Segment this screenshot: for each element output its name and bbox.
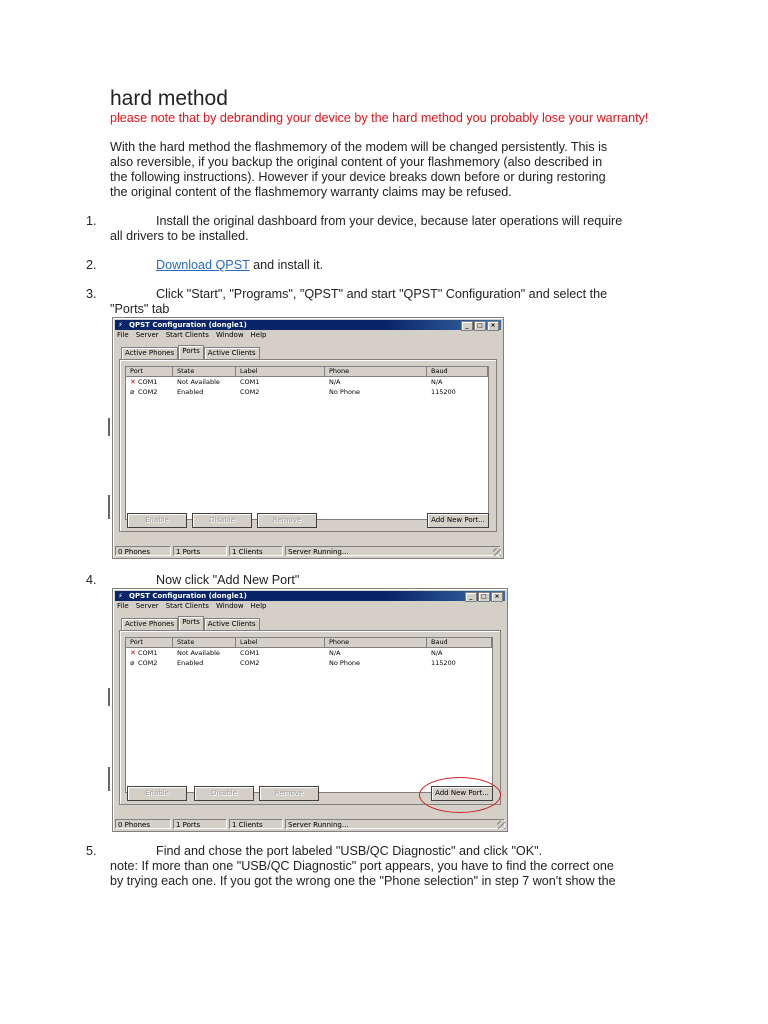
table-row[interactable] (126, 377, 488, 387)
status-bar (115, 546, 501, 556)
column-label[interactable]: Label (236, 367, 325, 376)
tab-ports[interactable]: Ports (178, 345, 204, 359)
port-cell: COM1 (138, 378, 158, 386)
qpst-window-screenshot (112, 588, 508, 832)
note-line: note: If more than one "USB/QC Diagnostic" port appears, you have to find the correct one (110, 859, 614, 873)
page-edge-mark (108, 418, 110, 436)
label-cell: COM2 (240, 388, 260, 396)
window-title: QPST Configuration (dongle1) (129, 592, 247, 600)
step-text-continued: "Ports" tab (110, 302, 170, 316)
menu-window[interactable]: Window (215, 331, 244, 339)
phone-cell: N/A (329, 649, 341, 657)
intro-line: With the hard method the flashmemory of the modem will be changed persistently. This is (110, 140, 608, 154)
menu-bar (117, 331, 267, 340)
step-text (156, 258, 323, 273)
page-edge-mark (108, 688, 110, 706)
window-titlebar (115, 320, 501, 330)
port-cell: COM1 (138, 649, 158, 657)
step-number: 4. (86, 573, 97, 587)
label-cell: COM2 (240, 659, 260, 667)
disable-button[interactable]: Disable (194, 786, 254, 801)
table-row[interactable] (126, 648, 492, 658)
column-state[interactable]: State (173, 367, 236, 376)
step-number: 3. (86, 287, 97, 301)
menu-file[interactable]: File (117, 602, 129, 610)
column-baud[interactable]: Baud (427, 367, 488, 376)
baud-cell: 115200 (431, 388, 456, 396)
status-clients: 1 Clients (229, 819, 283, 829)
state-cell: Not Available (177, 649, 220, 657)
download-qpst-link[interactable]: Download QPST (156, 258, 250, 272)
intro-line: the original content of the flashmemory warranty claims may be refused. (110, 185, 512, 199)
table-row[interactable] (126, 387, 488, 397)
column-baud[interactable]: Baud (427, 638, 492, 647)
status-server: Server Running... (285, 819, 505, 829)
maximize-button[interactable]: □ (474, 321, 486, 331)
label-cell: COM1 (240, 378, 260, 386)
step-text-continued: all drivers to be installed. (110, 229, 249, 243)
close-button[interactable]: × (487, 321, 499, 331)
state-cell: Enabled (177, 388, 204, 396)
step-text: Find and chose the port labeled "USB/QC Diagnostic" and click "OK". (156, 844, 543, 858)
state-cell: Enabled (177, 659, 204, 667)
maximize-button[interactable]: □ (478, 592, 490, 602)
port-cell: COM2 (138, 388, 158, 396)
enable-button[interactable]: Enable (127, 786, 187, 801)
qpst-app-icon: ⚡ (118, 592, 123, 600)
minimize-button[interactable]: _ (465, 592, 477, 602)
resize-grip[interactable] (493, 548, 501, 556)
list-header (126, 638, 492, 648)
step-number: 2. (86, 258, 97, 272)
disable-button[interactable]: Disable (192, 513, 252, 528)
port-enabled-icon: ⌀ (130, 388, 135, 396)
close-button[interactable]: × (491, 592, 503, 602)
port-unavailable-icon: ✕ (130, 649, 136, 657)
tab-strip (121, 618, 260, 630)
tab-active-clients[interactable]: Active Clients (204, 618, 260, 630)
status-ports: 1 Ports (173, 819, 227, 829)
status-server: Server Running... (285, 546, 501, 556)
port-button-row (127, 513, 489, 527)
ports-list (125, 366, 489, 520)
label-cell: COM1 (240, 649, 260, 657)
enable-button[interactable]: Enable (127, 513, 187, 528)
step-text-rest: and install it. (249, 258, 324, 272)
tab-active-clients[interactable]: Active Clients (204, 347, 260, 359)
tab-active-phones[interactable]: Active Phones (121, 347, 178, 359)
menu-window[interactable]: Window (215, 602, 244, 610)
menu-start-clients[interactable]: Start Clients (165, 331, 209, 339)
baud-cell: N/A (431, 378, 443, 386)
step-number: 1. (86, 214, 97, 228)
highlight-circle (419, 777, 501, 813)
phone-cell: No Phone (329, 659, 361, 667)
step-text: Click "Start", "Programs", "QPST" and start "QPST" Configuration" and select the (156, 287, 608, 301)
add-new-port-button[interactable]: Add New Port... (431, 786, 493, 801)
window-title: QPST Configuration (dongle1) (129, 321, 247, 329)
note-line: by trying each one. If you got the wrong one the "Phone selection" in step 7 won't show the (110, 874, 616, 888)
phone-cell: No Phone (329, 388, 361, 396)
status-ports: 1 Ports (173, 546, 227, 556)
remove-button[interactable]: Remove (259, 786, 319, 801)
column-port[interactable]: Port (126, 367, 173, 376)
column-port[interactable]: Port (126, 638, 173, 647)
port-enabled-icon: ⌀ (130, 659, 135, 667)
section-title: hard method (110, 87, 228, 110)
state-cell: Not Available (177, 378, 220, 386)
step-text: Install the original dashboard from your device, because later operations will require (156, 214, 623, 228)
column-phone[interactable]: Phone (325, 367, 427, 376)
window-titlebar (115, 591, 505, 601)
step-note (110, 859, 670, 889)
warranty-warning: please note that by debranding your device by the hard method you probably lose your warranty! (110, 111, 649, 125)
menu-start-clients[interactable]: Start Clients (165, 602, 209, 610)
menu-server[interactable]: Server (135, 331, 159, 339)
menu-file[interactable]: File (117, 331, 129, 339)
tab-strip (121, 347, 260, 359)
tab-ports[interactable]: Ports (178, 616, 204, 630)
step-text: Now click "Add New Port" (156, 573, 300, 587)
port-cell: COM2 (138, 659, 158, 667)
menu-help[interactable]: Help (250, 331, 267, 339)
tab-active-phones[interactable]: Active Phones (121, 618, 178, 630)
status-phones: 0 Phones (115, 819, 171, 829)
minimize-button[interactable]: _ (461, 321, 473, 331)
status-phones: 0 Phones (115, 546, 171, 556)
status-clients: 1 Clients (229, 546, 283, 556)
baud-cell: N/A (431, 649, 443, 657)
menu-server[interactable]: Server (135, 602, 159, 610)
add-new-port-button[interactable]: Add New Port... (427, 513, 489, 528)
column-state[interactable]: State (173, 638, 236, 647)
intro-line: the following instructions). However if your device breaks down before or during restoring (110, 170, 606, 184)
status-bar (115, 819, 505, 829)
menu-bar (117, 602, 267, 611)
qpst-app-icon: ⚡ (118, 321, 123, 329)
page-edge-mark (108, 495, 110, 519)
page-edge-mark (108, 767, 110, 791)
remove-button[interactable]: Remove (257, 513, 317, 528)
resize-grip[interactable] (497, 821, 505, 829)
column-label[interactable]: Label (236, 638, 325, 647)
intro-line: also reversible, if you backup the original content of your flashmemory (also described in (110, 155, 603, 169)
step-number: 5. (86, 844, 97, 858)
column-phone[interactable]: Phone (325, 638, 427, 647)
baud-cell: 115200 (431, 659, 456, 667)
port-unavailable-icon: ✕ (130, 378, 136, 386)
qpst-window-screenshot (112, 317, 504, 559)
table-row[interactable] (126, 658, 492, 668)
ports-list (125, 637, 493, 793)
menu-help[interactable]: Help (250, 602, 267, 610)
phone-cell: N/A (329, 378, 341, 386)
intro-paragraph (110, 140, 670, 200)
list-header (126, 367, 488, 377)
